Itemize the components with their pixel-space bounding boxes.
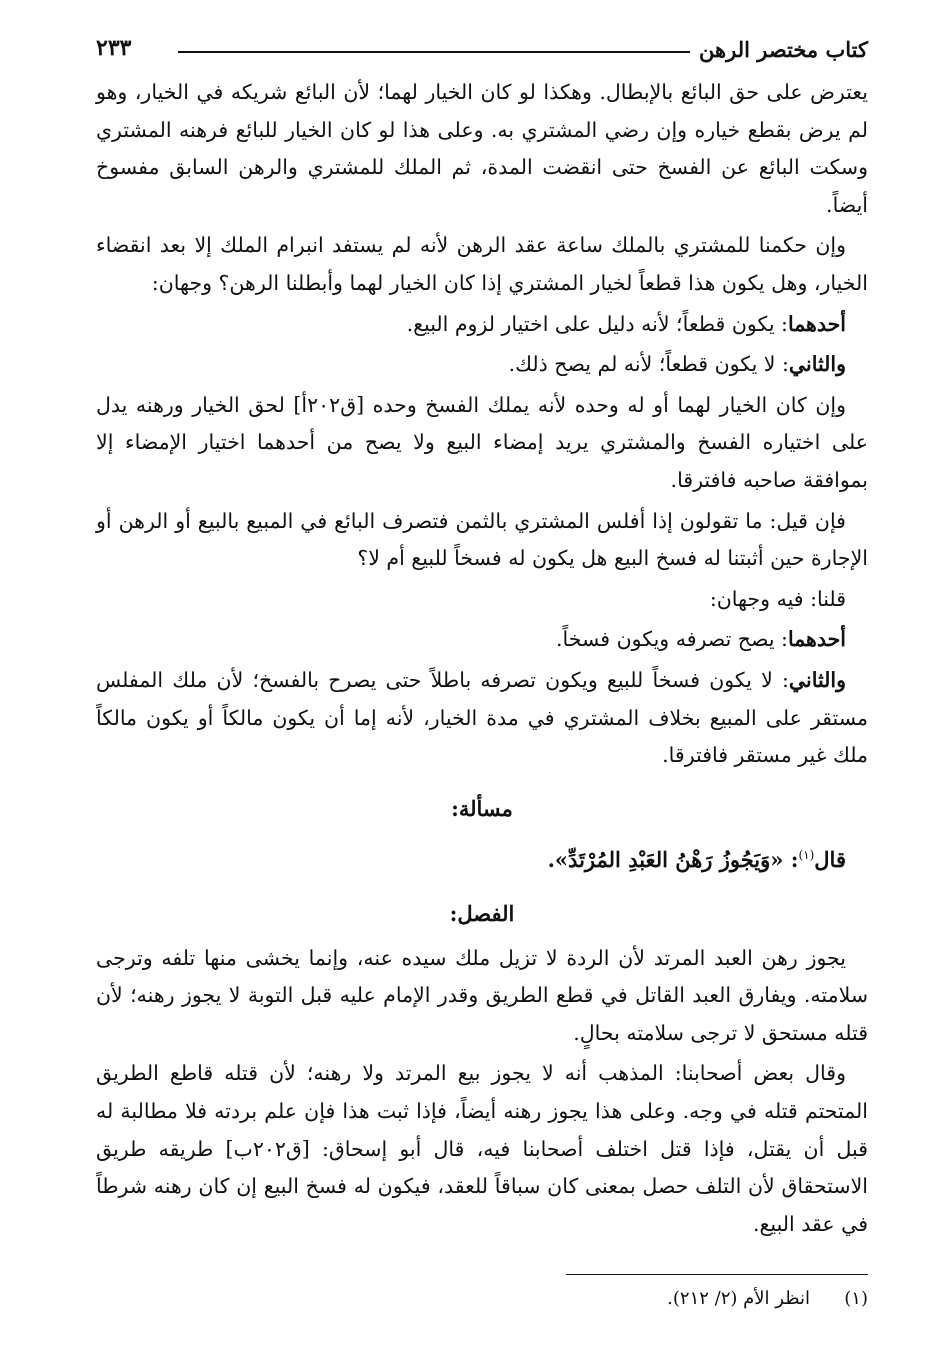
header-rule <box>178 51 690 53</box>
term-label: والثاني <box>788 667 846 692</box>
paragraph: وإن حكمنا للمشتري بالملك ساعة عقد الرهن لأنه لم يستفد انبرام الملك إلا بعد انقضاء الخيار، وهل يكون هذا قطعاً لخيار المشتري إذا كان الخيار لهما وأبطلنا الرهن؟ وجهان: <box>96 233 868 295</box>
paragraph: يعترض على حق البائع بالإبطال. وهكذا لو كان الخيار لهما؛ لأن البائع شريكه في الخيار، وهو لم يرض بقطع خياره وإن رضي المشتري به. وعلى هذا لو كان الخيار للبائع فرهنه المشتري وسكت البائع عن الفسخ حتى انقضت المدة، ثم الملك للمشتري والرهن السابق مفسوخ أيضاً. <box>96 80 868 217</box>
term-label: أحدهما <box>787 311 846 336</box>
page-header <box>96 30 868 74</box>
paragraph <box>96 662 868 775</box>
quoted-text: : «وَيَجُوزُ رَهْنُ العَبْدِ المُرْتَدِّ». <box>547 846 799 872</box>
term-text: : لا يكون فسخاً للبيع ويكون تصرفه باطلاً حتى يصرح بالفسخ؛ لأن ملك المفلس مستقر على المبيع بخلاف المشتري في مدة الخيار، لأنه إما أن يكون مالكاً أو يكون مالكاً ملك غير مستقر فافترقا. <box>96 667 868 768</box>
footnote-ref[interactable]: (١) <box>798 847 815 862</box>
paragraph <box>96 621 868 659</box>
section-heading-masala: مسألة: <box>451 795 513 821</box>
footnote <box>667 1286 868 1312</box>
book-page <box>96 30 868 1350</box>
quoted-statement <box>96 835 846 880</box>
section-heading-fasl: الفصل: <box>449 900 515 926</box>
paragraph: وإن كان الخيار لهما أو له وحده لأنه يملك الفسخ وحده [ق٢٠٢أ] لحق الخيار ورهنه يدل على اختياره الفسخ والمشتري يريد إمضاء البيع ولا يصح من أحدهما اختيار الإمضاء إلا بموافقة صاحبه فافترقا. <box>96 392 868 492</box>
paragraph <box>96 346 868 384</box>
footnote-number: (١) <box>844 1288 868 1309</box>
term-text: : يكون قطعاً؛ لأنه دليل على اختيار لزوم البيع. <box>406 311 788 336</box>
paragraph: يجوز رهن العبد المرتد لأن الردة لا تزيل ملك سيده عنه، وإنما يخشى منها تلفه وترجى سلامته. ويفارق العبد القاتل في قطع الطريق وقدر الإمام عليه قبل التوبة لا يجوز رهنه؛ لأن قتله مستحق لا ترجى سلامته بحالٍ. <box>96 945 868 1045</box>
paragraph: وقال بعض أصحابنا: المذهب أنه لا يجوز بيع المرتد ولا رهنه؛ لأن قتله قاطع الطريق المتحتم قتله في وجه. وعلى هذا يجوز رهنه أيضاً، فإذا ثبت هذا فإن علم بردته فلا مطالبة له قبل أن يقتل، فإذا قتل اختلف أصحابنا فيه، قال أبو إسحاق: [ق٢٠٢ب] طريقه طريق الاستحقاق لأن التلف حصل بمعنى كان سباقاً للعقد، فيكون له فسخ البيع إن كان رهنه شرطاً في عقد البيع. <box>96 1061 868 1236</box>
qala-word: قال <box>814 846 846 872</box>
term-label: أحدهما <box>787 627 846 652</box>
paragraph <box>96 306 868 344</box>
term-text: : يصح تصرفه ويكون فسخاً. <box>556 627 788 652</box>
paragraph: قلنا: فيه وجهان: <box>709 586 846 611</box>
term-text: : لا يكون قطعاً؛ لأنه لم يصح ذلك. <box>508 352 789 377</box>
term-label: والثاني <box>788 352 846 377</box>
footnote-rule <box>566 1274 868 1275</box>
footnote-text: انظر الأم (٢/ ٢١٢). <box>667 1288 810 1309</box>
running-title: كتاب مختصر الرهن <box>699 37 868 62</box>
paragraph: فإن قيل: ما تقولون إذا أفلس المشتري بالثمن فتصرف البائع في المبيع بالبيع أو الرهن أو الإجارة حين أثبتنا له فسخ البيع هل يكون له فسخاً للبيع أم لا؟ <box>96 508 868 571</box>
main-text <box>96 74 868 1243</box>
page-number: ٢٣٣ <box>96 35 132 61</box>
